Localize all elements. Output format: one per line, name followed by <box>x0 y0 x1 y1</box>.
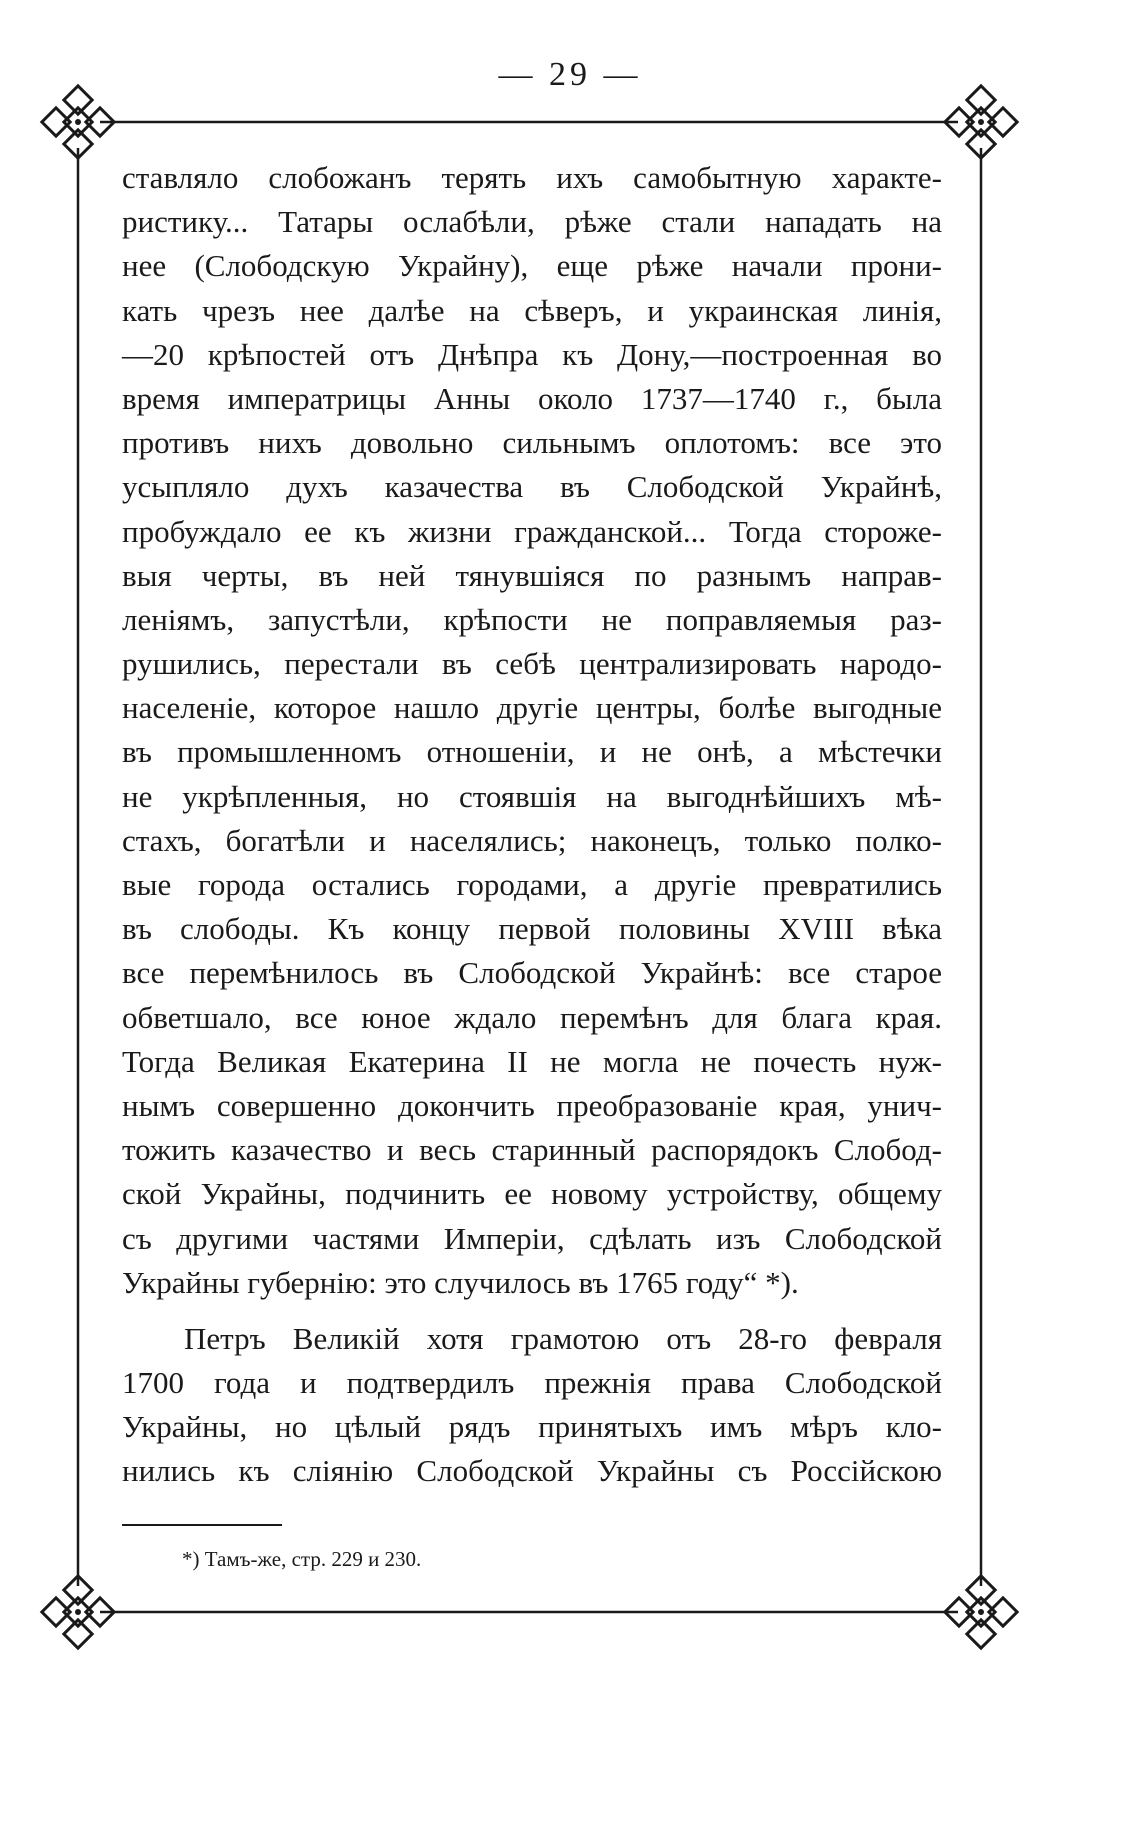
text-line: обветшало, все юное ждало перемѣнъ для блага края. <box>122 999 942 1035</box>
text-line: все перемѣнилось въ Слободской Украйнѣ: все старое <box>122 955 942 991</box>
text-line: —20 крѣпостей отъ Днѣпра къ Дону,—построенная во <box>122 336 942 372</box>
text-line: не укрѣпленныя, но стоявшія на выгоднѣйшихъ мѣ- <box>122 778 942 814</box>
text-line: нымъ совершенно докончить преобразованіе края, унич- <box>122 1087 942 1123</box>
text-line: ставляло слобожанъ терять ихъ самобытную характе- <box>122 160 942 195</box>
paragraph <box>122 156 942 1305</box>
text-line: леніямъ, запустѣли, крѣпости не поправляемыя раз- <box>122 601 942 637</box>
text-line: стахъ, богатѣли и населялись; наконецъ, только полко- <box>122 822 942 858</box>
body-text <box>122 156 942 1494</box>
footnote: *) Тамъ-же, стр. 229 и 230. <box>182 1547 422 1571</box>
text-line: населеніе, которое нашло другіе центры, болѣе выгодные <box>122 690 942 726</box>
text-line: нились къ сліянію Слободской Украйны съ Россійскою <box>122 1453 942 1489</box>
text-line: Украйны, но цѣлый рядъ принятыхъ имъ мѣръ кло- <box>122 1409 942 1445</box>
text-line: нее (Слободскую Украйну), еще рѣже начали прони- <box>122 248 942 284</box>
text-line: въ слободы. Къ концу первой половины XVIII вѣка <box>122 911 942 947</box>
paragraph-gap <box>122 1305 942 1317</box>
paragraph <box>122 1317 942 1494</box>
text-line: въ промышленномъ отношеніи, и не онѣ, а мѣстечки <box>122 734 942 770</box>
text-line: Украйны губернію: это случилось въ 1765 году“ *). <box>122 1264 799 1300</box>
text-line: противъ нихъ довольно сильнымъ оплотомъ: все это <box>122 425 942 461</box>
text-line: выя черты, въ ней тянувшіяся по разнымъ направ- <box>122 557 942 593</box>
text-line: ской Украйны, подчинить ее новому устройству, общему <box>122 1176 942 1212</box>
text-line: рушились, перестали въ себѣ централизировать народо- <box>122 646 942 682</box>
text-line: вые города остались городами, а другіе превратились <box>122 867 942 902</box>
text-line: кать чрезъ нее далѣе на сѣверъ, и украинская линія, <box>122 292 942 328</box>
text-line: ристику... Татары ослабѣли, рѣже стали нападать на <box>122 204 942 240</box>
page-number: — 29 — <box>498 56 642 93</box>
text-line: 1700 года и подтвердилъ прежнія права Слободской <box>122 1365 942 1401</box>
text-line: время императрицы Анны около 1737—1740 г., была <box>122 380 942 416</box>
text-line: съ другими частями Имперіи, сдѣлать изъ Слободской <box>122 1220 942 1256</box>
text-line: усыпляло духъ казачества въ Слободской Украйнѣ, <box>122 469 942 505</box>
text-line: Тогда Великая Екатерина II не могла не почесть нуж- <box>122 1043 942 1079</box>
text-line: тожить казачество и весь старинный распорядокъ Слобод- <box>122 1132 942 1168</box>
text-line: Петръ Великій хотя грамотою отъ 28-го февраля <box>184 1320 942 1356</box>
footnote-rule <box>122 1524 282 1526</box>
text-line: пробуждало ее къ жизни гражданской... Тогда стороже- <box>122 513 942 549</box>
